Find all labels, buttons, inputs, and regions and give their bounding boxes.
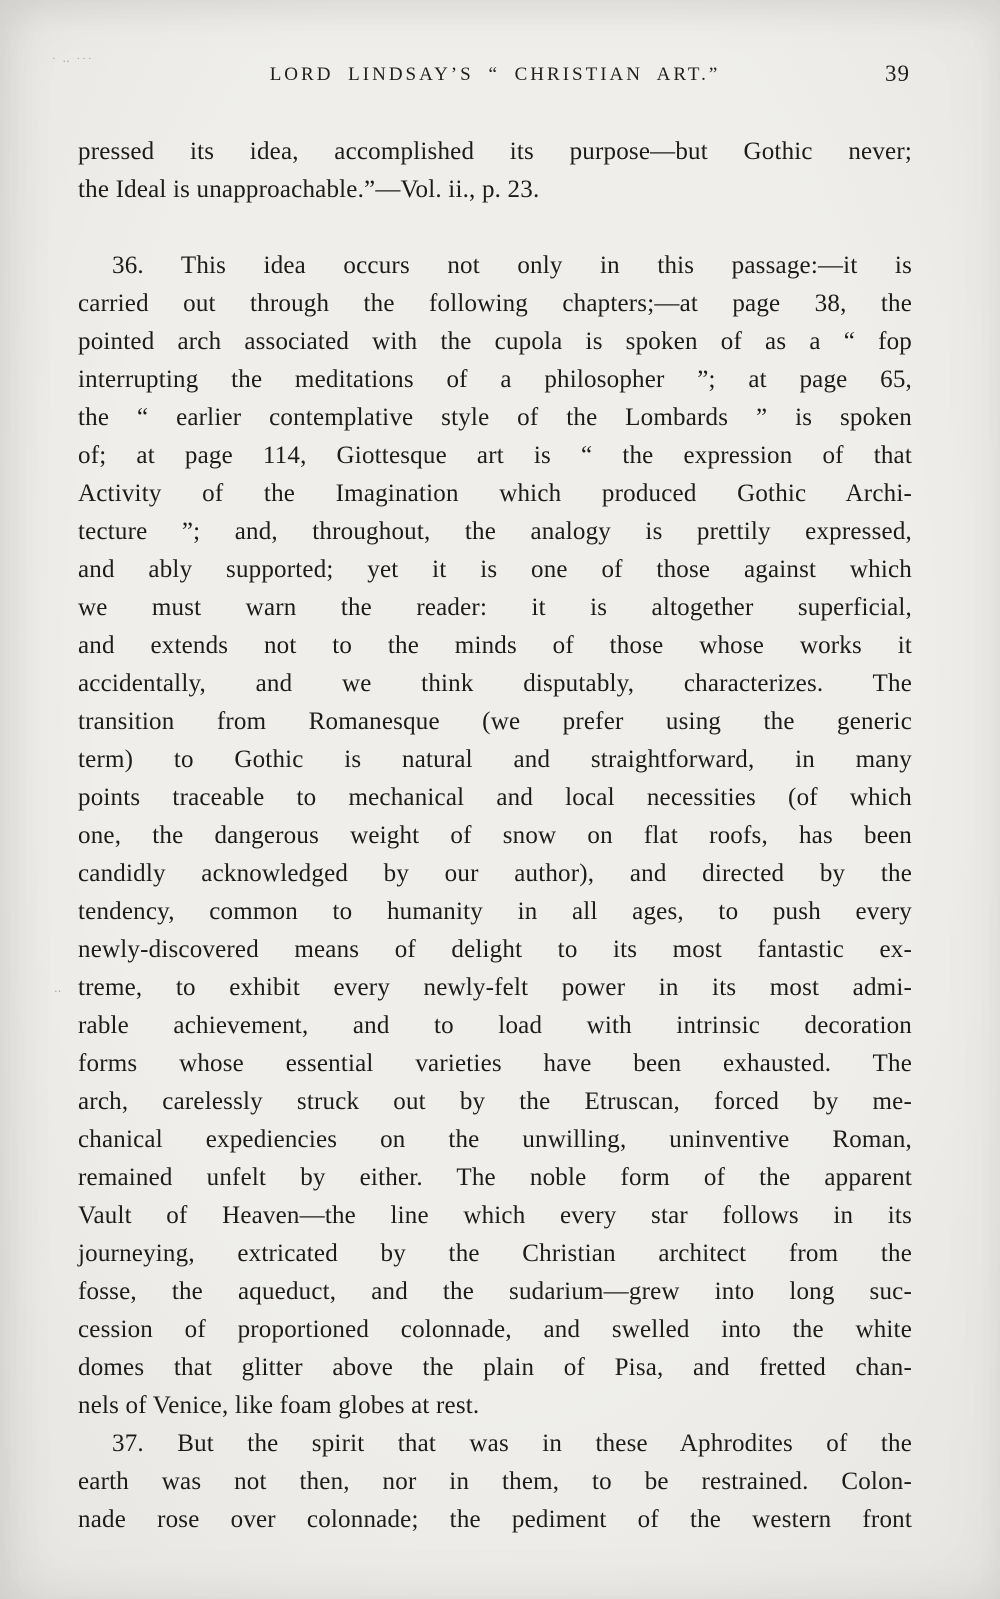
text-line: Vault of Heaven—the line which every star follows in its [78, 1202, 912, 1229]
page-header [78, 61, 912, 94]
text-line: the Ideal is unapproachable.”—Vol. ii., p. 23. [78, 176, 540, 203]
text-line: and ably supported; yet it is one of those against which [78, 556, 912, 583]
page-body [78, 133, 912, 1539]
text-line: 36. This idea occurs not only in this passage:—it is [112, 252, 912, 279]
paragraph [78, 133, 912, 209]
text-line: chanical expediencies on the unwilling, uninventive Roman, [78, 1126, 912, 1153]
text-line: points traceable to mechanical and local necessities (of which [78, 784, 912, 811]
text-line: carried out through the following chapters;—at page 38, the [78, 290, 912, 317]
text-line: and extends not to the minds of those whose works it [78, 632, 912, 659]
text-line: nade rose over colonnade; the pediment of the western front [78, 1506, 912, 1533]
text-line: interrupting the meditations of a philosopher ”; at page 65, [78, 366, 912, 393]
text-line: fosse, the aqueduct, and the sudarium—grew into long suc- [78, 1278, 912, 1305]
text-line: domes that glitter above the plain of Pisa, and fretted chan- [78, 1354, 912, 1381]
paragraph [78, 1425, 912, 1539]
text-line: treme, to exhibit every newly-felt power in its most admi- [78, 974, 912, 1001]
text-line: journeying, extricated by the Christian architect from the [78, 1240, 912, 1267]
text-line: remained unfelt by either. The noble form of the apparent [78, 1164, 912, 1191]
scan-artifact: · ‥ ··· [52, 53, 94, 65]
text-line: term) to Gothic is natural and straightforward, in many [78, 746, 912, 773]
text-line: newly-discovered means of delight to its most fantastic ex- [78, 936, 912, 963]
text-line: accidentally, and we think disputably, characterizes. The [78, 670, 912, 697]
text-line: we must warn the reader: it is altogether superficial, [78, 594, 912, 621]
text-line: cession of proportioned colonnade, and swelled into the white [78, 1316, 912, 1343]
text-line: of; at page 114, Giottesque art is “ the expression of that [78, 442, 912, 469]
text-line: tendency, common to humanity in all ages, to push every [78, 898, 912, 925]
text-line: nels of Venice, like foam globes at rest. [78, 1392, 480, 1419]
text-line: rable achievement, and to load with intrinsic decoration [78, 1012, 912, 1039]
page-number: 39 [885, 61, 910, 86]
text-line: pressed its idea, accomplished its purpose—but Gothic never; [78, 138, 912, 165]
text-line: candidly acknowledged by our author), and directed by the [78, 860, 912, 887]
text-line: transition from Romanesque (we prefer using the generic [78, 708, 912, 735]
text-line: 37. But the spirit that was in these Aphrodites of the [112, 1430, 912, 1457]
text-line: one, the dangerous weight of snow on flat roofs, has been [78, 822, 912, 849]
running-title: LORD LINDSAY’S “ CHRISTIAN ART.” [269, 64, 721, 85]
text-line: earth was not then, nor in them, to be restrained. Colon- [78, 1468, 912, 1495]
text-line: pointed arch associated with the cupola is spoken of as a “ fop [78, 328, 912, 355]
text-line: arch, carelessly struck out by the Etruscan, forced by me- [78, 1088, 912, 1115]
paragraph [78, 247, 912, 1425]
scan-artifact: ‥ [54, 983, 64, 995]
text-line: Activity of the Imagination which produced Gothic Archi- [78, 480, 912, 507]
text-line: the “ earlier contemplative style of the Lombards ” is spoken [78, 404, 912, 431]
text-line: tecture ”; and, throughout, the analogy is prettily expressed, [78, 518, 912, 545]
text-line: forms whose essential varieties have been exhausted. The [78, 1050, 912, 1077]
